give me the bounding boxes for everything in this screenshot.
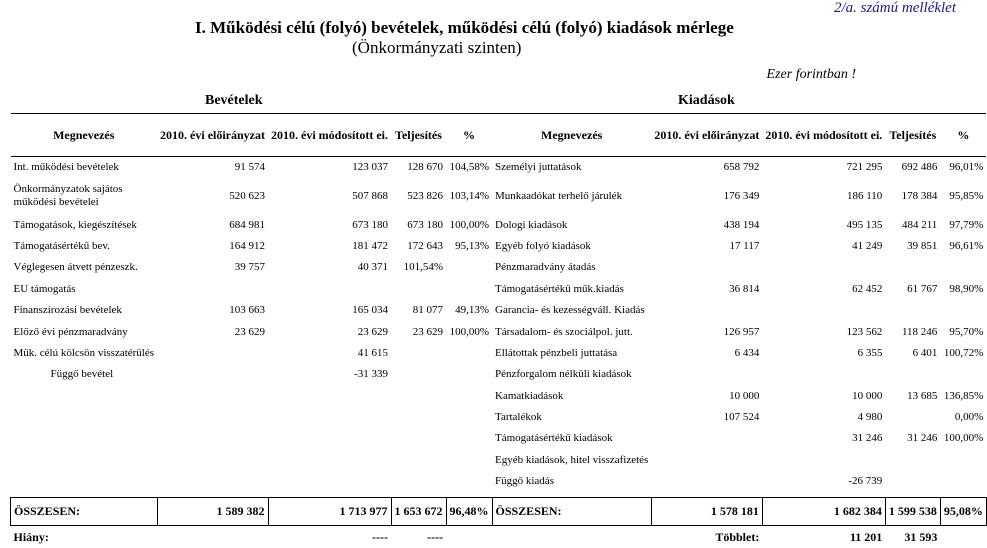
expense-name-cell: Kamatkiadások [495,389,564,402]
revenue-plan-cell [157,406,268,427]
revenue-modified-cell: -31 339 [354,368,388,381]
revenue-plan-cell: 23 629 [234,325,266,338]
expense-pct-cell [940,364,986,385]
expense-pct-cell [940,299,986,320]
revenue-modified-cell [268,449,391,470]
revenue-pct-cell: 100,00% [449,218,489,231]
expense-modified-cell: 6 355 [857,346,883,359]
revenue-name-cell [11,385,158,406]
revenue-plan-cell: 520 623 [229,189,266,202]
expense-actual-cell: 61 767 [907,282,938,295]
revenue-modified-cell [268,385,391,406]
revenue-pct-cell [446,257,492,278]
revenue-name-cell: Finanszírozási bevételek [13,304,122,317]
revenue-pct-cell: 49,13% [455,304,489,317]
expense-name-cell: Pénzforgalom nélküli kiadások [495,368,632,381]
expense-plan-cell [651,471,762,492]
expense-actual-cell: 39 851 [907,239,938,252]
expense-actual-cell [885,471,940,492]
total-left-plan: 1 589 382 [157,498,268,526]
revenue-name-cell [11,406,158,427]
revenue-modified-cell [268,278,391,299]
revenue-actual-cell [391,471,446,492]
revenue-pct-cell: 100,00% [449,325,489,338]
table-body [11,157,987,492]
col-modified-header: 2010. évi módosított ei. [268,114,391,157]
col-pct-header: % [940,114,986,157]
revenue-plan-cell [157,278,268,299]
expense-modified-cell [762,364,885,385]
revenue-plan-cell [157,342,268,363]
expense-plan-cell [651,257,762,278]
table-row [11,364,987,385]
expense-actual-cell: 31 246 [907,432,938,445]
revenue-name-cell [11,449,158,470]
balance-table [10,113,987,548]
expense-modified-cell: 4 980 [857,411,883,424]
revenue-actual-cell [391,428,446,449]
revenue-pct-cell [446,406,492,427]
revenue-name-cell: Önkormányzatok sajátos működési bevételei [13,182,123,208]
expense-plan-cell: 438 194 [723,218,760,231]
total-right-pct: 95,08% [940,498,986,526]
expense-plan-cell [651,428,762,449]
revenue-plan-cell [157,428,268,449]
revenue-plan-cell [157,364,268,385]
expense-actual-cell [885,299,940,320]
expense-actual-cell: 692 486 [901,161,938,174]
table-header [11,114,987,157]
expense-plan-cell [651,364,762,385]
revenue-actual-cell [391,449,446,470]
expense-name-cell: Egyéb folyó kiadások [495,239,591,252]
expense-pct-cell: 100,00% [943,432,984,445]
expense-actual-cell: 13 685 [907,389,938,402]
expense-modified-cell: -26 739 [848,475,883,488]
table-row [11,299,987,320]
expense-pct-cell: 96,01% [949,161,984,174]
expense-actual-cell: 6 401 [912,346,938,359]
expense-name-cell: Dologi kiadások [495,218,568,231]
table-row [11,235,987,256]
revenue-pct-cell: 103,14% [449,189,489,202]
revenue-plan-cell: 91 574 [234,161,266,174]
total-left-modified: 1 713 977 [268,498,391,526]
expense-modified-cell: 186 110 [846,189,883,202]
revenue-name-cell [11,428,158,449]
total-left-actual: 1 653 672 [391,498,446,526]
expense-modified-cell: 495 135 [846,218,883,231]
revenue-actual-cell: 81 077 [412,304,443,317]
revenue-modified-cell [268,471,391,492]
revenue-modified-cell: 673 180 [352,218,388,231]
surplus-plan: 11 201 [849,529,883,544]
revenue-modified-cell: 23 629 [357,325,388,338]
expense-name-cell: Támogatásértékű műk.kiadás [495,282,624,295]
revenue-name-cell [11,471,158,492]
revenue-pct-cell: 104,58% [449,161,489,174]
revenue-plan-cell: 103 663 [229,304,266,317]
revenue-modified-cell: 181 472 [352,239,388,252]
revenue-pct-cell [446,449,492,470]
expense-plan-cell [651,449,762,470]
expense-name-cell: Társadalom- és szociálpol. jutt. [495,325,633,338]
revenue-section-label: Bevételek [205,93,263,108]
table-row [11,449,987,470]
surplus-modified: 31 593 [904,529,938,544]
expense-section-label: Kiadások [678,93,735,108]
revenue-modified-cell: 165 034 [352,304,388,317]
revenue-plan-cell [157,471,268,492]
expense-actual-cell [885,364,940,385]
expense-name-cell: Egyéb kiadások, hitel visszafizetés [495,453,649,466]
expense-name-cell: Személyi juttatások [495,161,582,174]
table-row [11,278,987,299]
expense-pct-cell: 0,00% [954,411,984,424]
expense-modified-cell: 62 452 [852,282,883,295]
page-title: I. Működési célú (folyó) bevételek, működési célú (folyó) kiadások mérlege [195,18,734,37]
expense-pct-cell: 100,72% [943,346,984,359]
col-name-header: Megnevezés [11,114,158,157]
expense-actual-cell: 484 211 [901,218,938,231]
expense-plan-cell: 176 349 [723,189,760,202]
expense-name-cell: Munkaadókat terhelő járulék [495,189,623,202]
table-row [11,214,987,235]
currency-note: Ezer forintban ! [766,67,856,82]
expense-modified-cell: 31 246 [852,432,883,445]
table-row [11,342,987,363]
expense-name-cell: Függő kiadás [495,475,554,488]
expense-name-cell: Ellátottak pénzbeli juttatása [495,346,618,359]
revenue-name-cell: Int. működési bevételek [13,161,119,174]
expense-pct-cell [940,449,986,470]
deficit-modified: ---- [427,529,443,544]
expense-pct-cell: 95,70% [949,325,984,338]
table-row [11,321,987,342]
revenue-pct-cell [446,278,492,299]
total-right-modified: 1 682 384 [762,498,885,526]
revenue-plan-cell: 684 981 [229,218,266,231]
expense-pct-cell: 97,79% [949,218,984,231]
expense-plan-cell: 126 957 [723,325,760,338]
deficit-label: Hiány: [13,529,49,544]
revenue-pct-cell [446,428,492,449]
revenue-actual-cell: 172 643 [407,239,443,252]
revenue-actual-cell [391,364,446,385]
expense-plan-cell: 658 792 [723,161,760,174]
revenue-modified-cell: 40 371 [357,261,388,274]
expense-modified-cell [762,299,885,320]
expense-actual-cell: 178 384 [901,189,938,202]
table-row [11,257,987,278]
table-row [11,406,987,427]
expense-modified-cell: 41 249 [852,239,883,252]
revenue-actual-cell: 23 629 [412,325,443,338]
revenue-actual-cell [391,278,446,299]
annex-label: 2/a. számú melléklet [833,0,956,16]
deficit-plan: ---- [372,529,388,544]
revenue-pct-cell [446,364,492,385]
expense-modified-cell: 123 562 [846,325,883,338]
expense-modified-cell [762,449,885,470]
expense-actual-cell [885,449,940,470]
surplus-label: Többlet: [715,529,760,544]
revenue-modified-cell: 507 868 [352,189,388,202]
page-subtitle: (Önkormányzati szinten) [352,38,522,57]
revenue-pct-cell [446,471,492,492]
revenue-name-cell: Támogatásértékű bev. [13,239,110,252]
col-name-header: Megnevezés [492,114,651,157]
total-right-label: ÖSSZESEN: [492,498,651,526]
total-left-label: ÖSSZESEN: [11,498,158,526]
revenue-actual-cell: 523 826 [407,189,443,202]
totals-row [11,498,987,526]
table-row [11,385,987,406]
revenue-actual-cell [391,342,446,363]
table-row [11,471,987,492]
col-modified-header: 2010. évi módosított ei. [762,114,885,157]
expense-actual-cell [885,257,940,278]
col-plan-header: 2010. évi előirányzat [157,114,268,157]
col-pct-header: % [446,114,492,157]
expense-name-cell: Tartalékok [495,411,542,424]
revenue-pct-cell [446,385,492,406]
revenue-modified-cell [268,428,391,449]
col-actual-header: Teljesítés [885,114,940,157]
expense-pct-cell: 95,85% [949,189,984,202]
revenue-modified-cell [268,406,391,427]
col-actual-header: Teljesítés [391,114,446,157]
revenue-actual-cell [391,406,446,427]
total-right-plan: 1 578 181 [651,498,762,526]
expense-pct-cell [940,257,986,278]
revenue-name-cell: Támogatások, kiegészítések [13,218,137,231]
expense-plan-cell: 10 000 [729,389,760,402]
expense-modified-cell [762,257,885,278]
expense-name-cell: Garancia- és kezességváll. Kiadás [495,304,645,317]
revenue-name-cell: Előző évi pénzmaradvány [13,325,128,338]
expense-name-cell: Támogatásértékű kiadások [495,432,613,445]
expense-pct-cell: 98,90% [949,282,984,295]
expense-plan-cell: 17 117 [729,239,760,252]
expense-modified-cell: 721 295 [846,161,883,174]
revenue-name-cell: Műk. célú kölcsön visszatérülés [13,346,155,359]
table-row [11,157,987,178]
revenue-plan-cell [157,449,268,470]
expense-plan-cell: 6 434 [734,346,760,359]
revenue-plan-cell: 164 912 [229,239,266,252]
revenue-name-cell: EU támogatás [13,282,76,295]
revenue-modified-cell: 41 615 [357,346,388,359]
revenue-modified-cell: 123 037 [352,161,388,174]
expense-modified-cell: 10 000 [852,389,883,402]
revenue-actual-cell: 101,54% [403,261,443,274]
expense-pct-cell: 96,61% [949,239,984,252]
revenue-plan-cell: 39 757 [234,261,266,274]
expense-pct-cell [940,471,986,492]
expense-plan-cell: 107 524 [723,411,760,424]
total-left-pct: 96,48% [446,498,492,526]
total-right-actual: 1 599 538 [885,498,940,526]
expense-pct-cell: 136,85% [943,389,984,402]
balance-row [11,526,987,548]
revenue-plan-cell [157,385,268,406]
expense-actual-cell [885,406,940,427]
expense-actual-cell: 118 246 [901,325,938,338]
revenue-actual-cell: 128 670 [407,161,443,174]
revenue-name-cell: Függő bevétel [50,368,114,381]
table-row [11,428,987,449]
table-row [11,178,987,214]
revenue-pct-cell [446,342,492,363]
expense-plan-cell: 36 814 [729,282,760,295]
revenue-actual-cell: 673 180 [407,218,443,231]
revenue-actual-cell [391,385,446,406]
revenue-pct-cell: 95,13% [455,239,489,252]
col-plan-header: 2010. évi előirányzat [651,114,762,157]
expense-plan-cell [651,299,762,320]
expense-name-cell: Pénzmaradvány átadás [495,261,596,274]
revenue-name-cell: Véglegesen átvett pénzeszk. [13,261,138,274]
